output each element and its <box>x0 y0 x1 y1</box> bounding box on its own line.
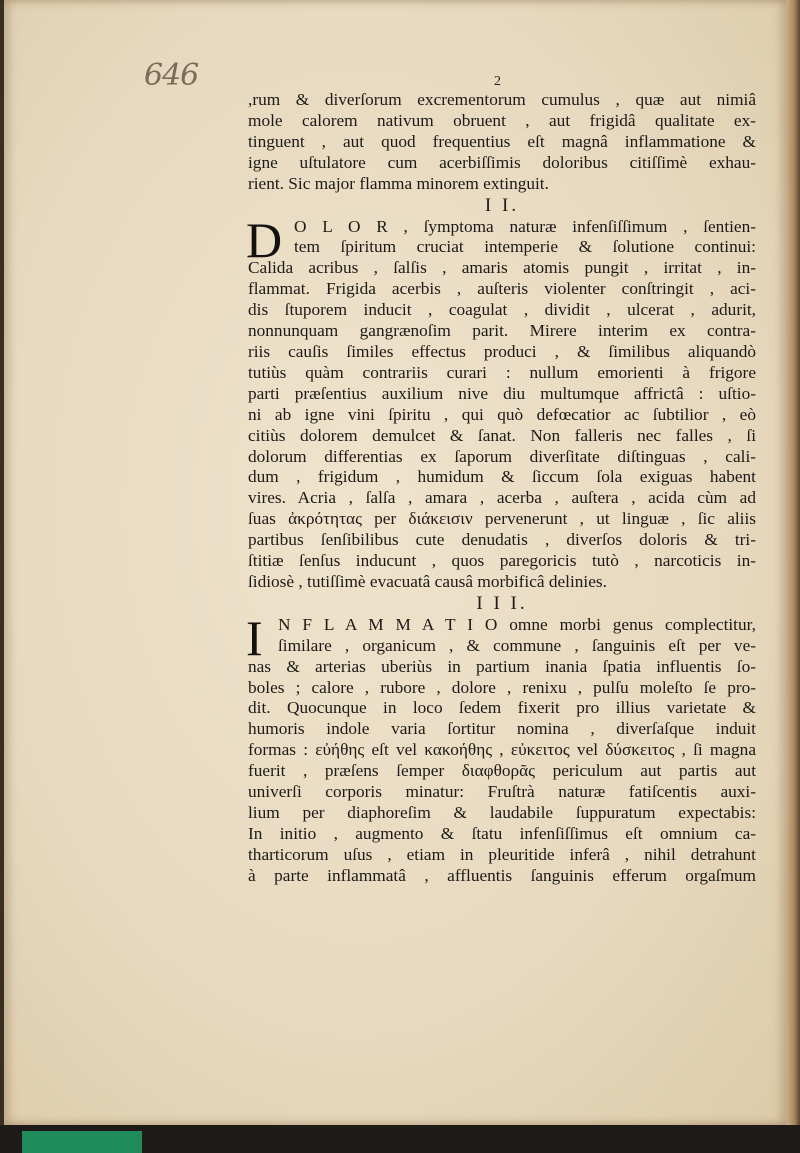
section-heading-2: I I. <box>484 194 520 216</box>
text-line: boles ; calore , rubore , dolore , renixu , pulſu moleſto ſe pro- <box>248 677 756 697</box>
text-line: partibus ſenſibilibus cute denudatis , diverſos doloris & tri- <box>248 530 756 550</box>
text-line: ſidiosè , tutiſſimè evacuatâ causâ morbificâ delinies. <box>248 571 607 591</box>
section-2-paragraph <box>246 211 756 593</box>
body-text <box>248 90 756 887</box>
text-line: vires. Acria , ſalſa , amara , acerba , auſtera , acida cùm ad <box>248 488 756 508</box>
signature-mark: 2 <box>494 74 501 89</box>
folio-number: 646 <box>144 58 199 93</box>
drop-cap: D <box>246 211 283 268</box>
text-line: parti præſentius auxilium nive diu multumque affrictâ : uſtio- <box>248 383 756 403</box>
text-line: tutiùs quàm contrariis curari : nullum emorienti à frigore <box>248 362 756 382</box>
text-line: univerſi corporis minatur: Fruſtrà naturæ fatiſcentis auxi- <box>248 782 756 802</box>
text-line: ,rum & diverſorum excrementorum cumulus , quæ aut nimiâ <box>248 90 756 109</box>
text-line: humoris indole varia ſortitur nomina , diverſaſque induit <box>248 719 756 739</box>
text-line: citiùs dolorem demulcet & ſanat. Non falleris nec falles , ſi <box>248 425 756 445</box>
text-line: N F L A M M A T I O omne morbi genus complectitur, <box>278 614 756 634</box>
text-line: ſimilare , organicum , & commune , ſanguinis eſt per ve- <box>278 635 756 655</box>
text-line: nonnunquam gangrænoſim parit. Mirere interim ex contra- <box>248 321 756 341</box>
text-line: tem ſpiritum cruciat intemperie & ſolutione continui: <box>294 237 756 257</box>
text-line: flammat. Frigida acerbis , auſteris violenter conſtringit , aci- <box>248 279 756 299</box>
text-line: O L O R , ſymptoma naturæ infenſiſſimum , ſentien- <box>294 216 756 236</box>
text-line: à parte inflammatâ , affluentis ſanguinis efferum orgaſmum <box>248 865 756 885</box>
text-line: fuerit , præſens ſemper διαφθορᾶς periculum aut partis aut <box>248 761 756 781</box>
text-line: Calida acribus , ſalſis , amaris atomis pungit , irritat , in- <box>248 258 756 278</box>
text-line: riis cauſis ſimiles effectus produci , & ſimilibus aliquandò <box>248 341 756 361</box>
section-3-paragraph <box>246 609 756 887</box>
opening-paragraph <box>248 90 756 195</box>
drop-cap: I <box>246 609 263 666</box>
text-line: lium per diaphoreſim & laudabile ſuppuratum expectabis: <box>248 803 756 822</box>
text-line: dit. Quocunque in loco ſedem fixerit pro illius varietate & <box>248 698 756 718</box>
text-line: tinguent , aut quod frequentius eſt magnâ inflammatione & <box>248 131 756 151</box>
text-line: rient. Sic major flamma minorem extinguit. <box>248 173 549 193</box>
text-line: formas : εὐήθης eſt vel κακοήθης , εὐκειτος vel δύσκειτος , ſi magna <box>248 740 756 760</box>
color-calibration-tab <box>22 1131 142 1153</box>
text-line: ſtitiæ ſenſus inducunt , quos paregoricis tutò , narcoticis in- <box>248 551 756 571</box>
text-line: In initio , augmento & ſtatu infenſiſſimus eſt omnium ca- <box>248 823 756 843</box>
book-page <box>4 0 788 1125</box>
text-line: nas & arterias uberiùs in partium inania ſpatia influentis ſo- <box>248 656 756 676</box>
section-heading-3: I I I. <box>476 592 528 614</box>
text-line: ſuas ἀκρότητας per διάκεισιν pervenerunt , ut linguæ , ſic aliis <box>248 509 756 529</box>
text-line: dum , frigidum , humidum & ſiccum ſola exiguas habent <box>248 467 756 487</box>
text-line: mole calorem nativum obruent , aut frigidâ qualitate ex- <box>248 110 756 130</box>
text-line: igne uſtulatore cum acerbiſſimis doloribus citiſſimè exhau- <box>248 152 756 172</box>
text-line: dis ſtuporem inducit , coagulat , dividit , ulcerat , adurit, <box>248 300 756 320</box>
text-line: dolorum differentias ex ſaporum diverſitate diſtinguas , cali- <box>248 446 756 466</box>
text-line: ni ab igne vini ſpiritu , qui quò defœcatior ac ſubtilior , eò <box>248 404 756 424</box>
page-edge <box>786 0 800 1153</box>
text-line: tharticorum uſus , etiam in pleuritide inferâ , nihil detrahunt <box>248 844 756 864</box>
